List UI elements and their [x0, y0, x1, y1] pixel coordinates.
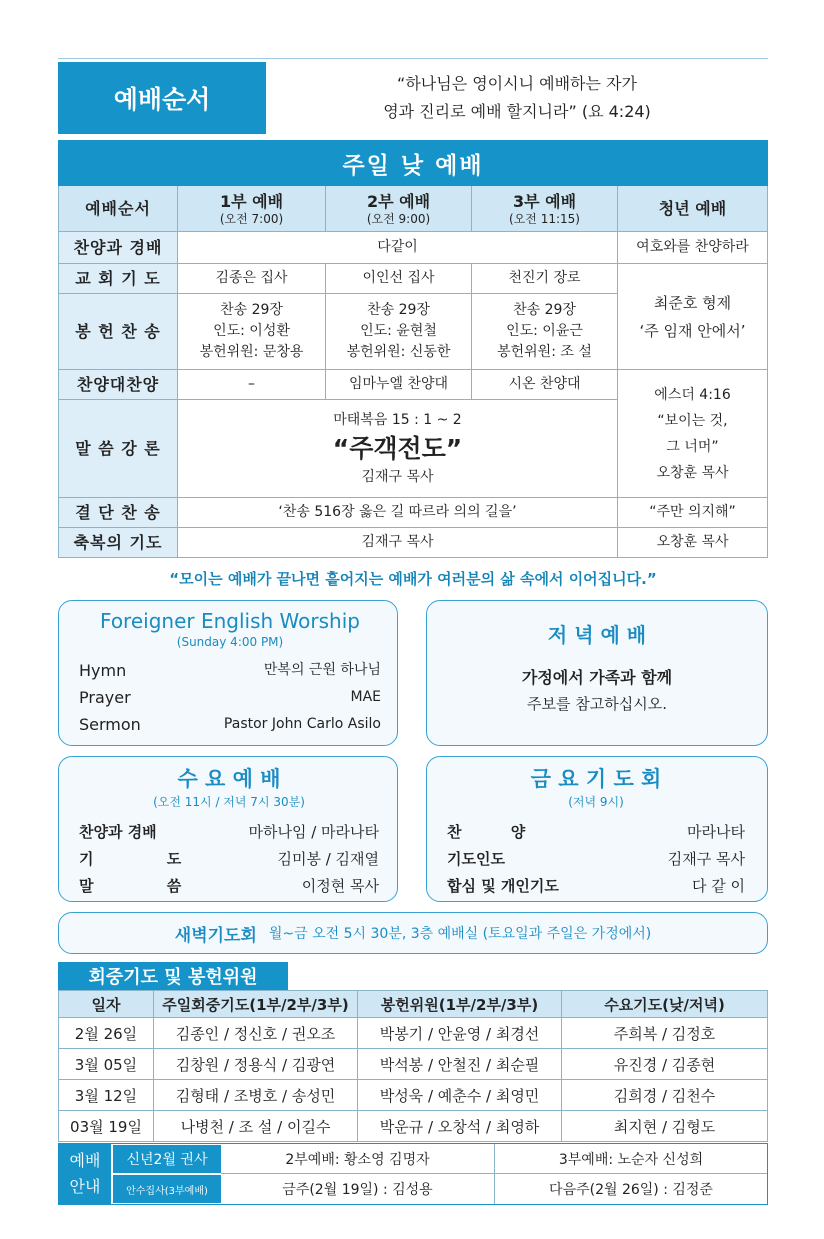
duty-row-2-prayer: 김창원 / 정용식 / 김광연 — [154, 1049, 358, 1080]
wednesday-sermon-val: 이정현 목사 — [301, 877, 379, 895]
youth-preacher: 오창훈 목사 — [656, 464, 729, 481]
english-prayer-val: MAE — [350, 689, 381, 705]
english-sermon-val: Pastor John Carlo Asilo — [223, 716, 381, 732]
english-row-sermon — [79, 711, 381, 738]
duty-row-3-prayer: 김형태 / 조병호 / 송성민 — [154, 1080, 358, 1111]
english-row-hymn — [79, 657, 381, 684]
friday-prayer-box — [426, 756, 768, 902]
duty-row-4-date: 03월 19일 — [58, 1111, 154, 1142]
english-prayer-key: Prayer — [79, 688, 131, 707]
dawn-title: 새벽기도회 — [174, 925, 257, 946]
wednesday-sermon-key: 말 씀 — [79, 877, 216, 895]
offering-youth-leader: 최준호 형제 — [653, 293, 732, 312]
worship-notice — [58, 1143, 768, 1205]
notice-row1-a: 2부예배: 황소영 김명자 — [221, 1144, 495, 1174]
evening-line-2: 주보를 참고하십시오. — [527, 695, 667, 713]
blessing-youth: 오창훈 목사 — [618, 528, 768, 558]
choir-s1: – — [178, 370, 326, 400]
service-3-header — [472, 186, 618, 232]
wednesday-time: (오전 11시 / 저녁 7시 30분) — [153, 795, 305, 809]
hymn-youth: “주만 의지해” — [618, 498, 768, 528]
sermon-scripture: 마태복음 15 : 1 ~ 2 — [333, 411, 462, 428]
english-row-prayer — [79, 684, 381, 711]
offering-s1-committee: 봉헌위원: 문창용 — [199, 344, 304, 360]
youth-title-2: 그 너머” — [666, 438, 719, 455]
wednesday-title: 수 요 예 배 — [177, 767, 281, 791]
service-2-time: (오전 9:00) — [366, 211, 431, 226]
col-label-text: 예배순서 — [85, 199, 151, 218]
notice-row2-label: 안수집사(3부예배) — [113, 1175, 221, 1203]
friday-praise-val: 마라나타 — [687, 823, 745, 841]
praise-label: 찬양과 경배 — [58, 232, 178, 264]
duty-row-3-offering: 박성욱 / 예춘수 / 최영민 — [358, 1080, 562, 1111]
sermon-preacher: 김재구 목사 — [361, 468, 434, 485]
notice-label-1: 예배 — [69, 1151, 101, 1170]
friday-praise-key: 찬 양 — [447, 823, 548, 841]
quote-line-1: “하나님은 영이시니 예배하는 자가 — [397, 74, 637, 93]
duty-row-4-offering: 박운규 / 오창석 / 최영하 — [358, 1111, 562, 1142]
duty-row-1-wednesday: 주희복 / 김정호 — [562, 1018, 768, 1049]
duty-row-2-offering: 박석봉 / 안철진 / 최순필 — [358, 1049, 562, 1080]
duty-row-3-date: 3월 12일 — [58, 1080, 154, 1111]
wednesday-row-prayer — [79, 846, 379, 873]
hymn-common: ‘찬송 516장 옳은 길 따르라 의의 길을’ — [178, 498, 618, 528]
english-time: (Sunday 4:00 PM) — [176, 635, 284, 649]
wednesday-prayer-key: 기 도 — [79, 850, 216, 868]
friday-leader-key: 기도인도 — [447, 850, 505, 868]
dawn-prayer-bar — [58, 912, 768, 954]
hymn-label: 결 단 찬 송 — [58, 498, 178, 528]
quote-line-2: 영과 진리로 예배 할지니라” (요 4:24) — [383, 102, 651, 121]
evening-line-1: 가정에서 가족과 함께 — [521, 668, 673, 687]
offering-label: 봉 헌 찬 송 — [58, 294, 178, 370]
blessing-common: 김재구 목사 — [178, 528, 618, 558]
blessing-label: 축복의 기도 — [58, 528, 178, 558]
sunday-title: 주일 낮 예배 — [58, 140, 768, 186]
offering-s1-hymn: 찬송 29장 — [220, 302, 283, 318]
dawn-text: 월~금 오전 5시 30분, 3층 예배실 (토요일과 주일은 가정에서) — [268, 926, 652, 942]
offering-s3-committee: 봉헌위원: 조 설 — [497, 344, 592, 360]
service-1-header — [178, 186, 326, 232]
friday-leader-val: 김재구 목사 — [667, 850, 745, 868]
wednesday-praise-key: 찬양과 경배 — [79, 823, 157, 841]
sermon-common — [178, 400, 618, 498]
duty-header-prayer: 주일회중기도(1부/2부/3부) — [154, 990, 358, 1018]
duty-header-offering: 봉헌위원(1부/2부/3부) — [358, 990, 562, 1018]
english-worship-box — [58, 600, 398, 746]
col-label — [58, 186, 178, 232]
friday-row-praise — [447, 819, 745, 846]
offering-s2-committee: 봉헌위원: 신동한 — [346, 344, 451, 360]
wednesday-row-sermon — [79, 873, 379, 900]
service-3-time: (오전 11:15) — [509, 211, 580, 226]
offering-s3-hymn: 찬송 29장 — [513, 302, 576, 318]
friday-time: (저녁 9시) — [568, 795, 624, 809]
friday-prayer-val: 다 같 이 — [691, 877, 745, 895]
offering-youth — [618, 264, 768, 370]
english-hymn-key: Hymn — [79, 661, 127, 680]
friday-prayer-key: 합심 및 개인기도 — [447, 877, 559, 895]
praise-common: 다같이 — [178, 232, 618, 264]
offering-s2-leader: 인도: 윤현철 — [360, 323, 437, 339]
choir-s2: 임마누엘 찬양대 — [326, 370, 472, 400]
scripture-quote — [266, 62, 768, 134]
prayer-s2: 이인선 집사 — [326, 264, 472, 294]
evening-title: 저 녁 예 배 — [547, 623, 647, 647]
duty-row-1-offering: 박봉기 / 안윤영 / 최경선 — [358, 1018, 562, 1049]
duty-row-4-wednesday: 최지현 / 김형도 — [562, 1111, 768, 1142]
motto: “모이는 예배가 끝나면 흩어지는 예배가 여러분의 삶 속에서 이어집니다.” — [169, 570, 657, 588]
sermon-youth — [618, 370, 768, 498]
duty-row-1-date: 2월 26일 — [58, 1018, 154, 1049]
sermon-label: 말 씀 강 론 — [58, 400, 178, 498]
praise-youth: 여호와를 찬양하라 — [618, 232, 768, 264]
offering-s1 — [178, 294, 326, 370]
evening-worship-box — [426, 600, 768, 746]
top-rule — [58, 58, 768, 59]
notice-row2-b: 다음주(2월 26일) : 김정준 — [549, 1182, 713, 1198]
service-2-name: 2부 예배 — [366, 191, 431, 211]
service-3-name: 3부 예배 — [512, 191, 577, 211]
duty-row-1-prayer: 김종인 / 정신호 / 권오조 — [154, 1018, 358, 1049]
prayer-label: 교 회 기 도 — [58, 264, 178, 294]
offering-s1-leader: 인도: 이성환 — [213, 323, 290, 339]
wednesday-worship-box — [58, 756, 398, 902]
choir-s3: 시온 찬양대 — [472, 370, 618, 400]
bulletin-header — [58, 62, 768, 134]
sermon-title: “주객전도” — [332, 433, 463, 463]
wednesday-row-praise — [79, 819, 379, 846]
offering-s2-hymn: 찬송 29장 — [367, 302, 430, 318]
duty-section-title: 회중기도 및 봉헌위원 — [58, 962, 288, 990]
youth-name: 청년 예배 — [658, 199, 727, 218]
duty-row-2-date: 3월 05일 — [58, 1049, 154, 1080]
duty-header-wednesday: 수요기도(낮/저녁) — [562, 990, 768, 1018]
youth-scripture: 에스더 4:16 — [654, 386, 731, 403]
youth-header — [618, 186, 768, 232]
duty-header-date: 일자 — [58, 990, 154, 1018]
service-1-time: (오전 7:00) — [219, 211, 284, 226]
offering-s2 — [326, 294, 472, 370]
page-title: 예배순서 — [58, 62, 266, 134]
notice-label-2: 안내 — [69, 1177, 101, 1196]
wednesday-prayer-val: 김미봉 / 김재열 — [277, 850, 379, 868]
duty-row-2-wednesday: 유진경 / 김종현 — [562, 1049, 768, 1080]
offering-youth-song: ‘주 임재 안에서’ — [639, 321, 746, 340]
friday-title: 금 요 기 도 회 — [530, 767, 662, 791]
offering-s3 — [472, 294, 618, 370]
service-2-header — [326, 186, 472, 232]
prayer-s1: 김종은 집사 — [178, 264, 326, 294]
choir-label: 찬양대찬양 — [58, 370, 178, 400]
notice-row2-a: 금주(2월 19일) : 김성용 — [221, 1174, 495, 1204]
prayer-s3: 천진기 장로 — [472, 264, 618, 294]
duty-row-4-prayer: 나병천 / 조 설 / 이길수 — [154, 1111, 358, 1142]
youth-title-1: “보이는 것, — [657, 412, 728, 429]
service-1-name: 1부 예배 — [219, 191, 284, 211]
notice-label — [59, 1144, 111, 1204]
english-sermon-key: Sermon — [79, 715, 141, 734]
english-title: Foreigner English Worship — [100, 609, 360, 633]
notice-row1-b: 3부예배: 노순자 신성희 — [495, 1144, 767, 1174]
friday-row-prayer — [447, 873, 745, 900]
english-hymn-val: 만복의 근원 하나님 — [263, 662, 381, 678]
notice-row1-label: 신년2월 권사 — [113, 1145, 221, 1173]
offering-s3-leader: 인도: 이윤근 — [506, 323, 583, 339]
friday-row-leader — [447, 846, 745, 873]
duty-row-3-wednesday: 김희경 / 김천수 — [562, 1080, 768, 1111]
wednesday-praise-val: 마하나임 / 마라나타 — [248, 823, 379, 841]
